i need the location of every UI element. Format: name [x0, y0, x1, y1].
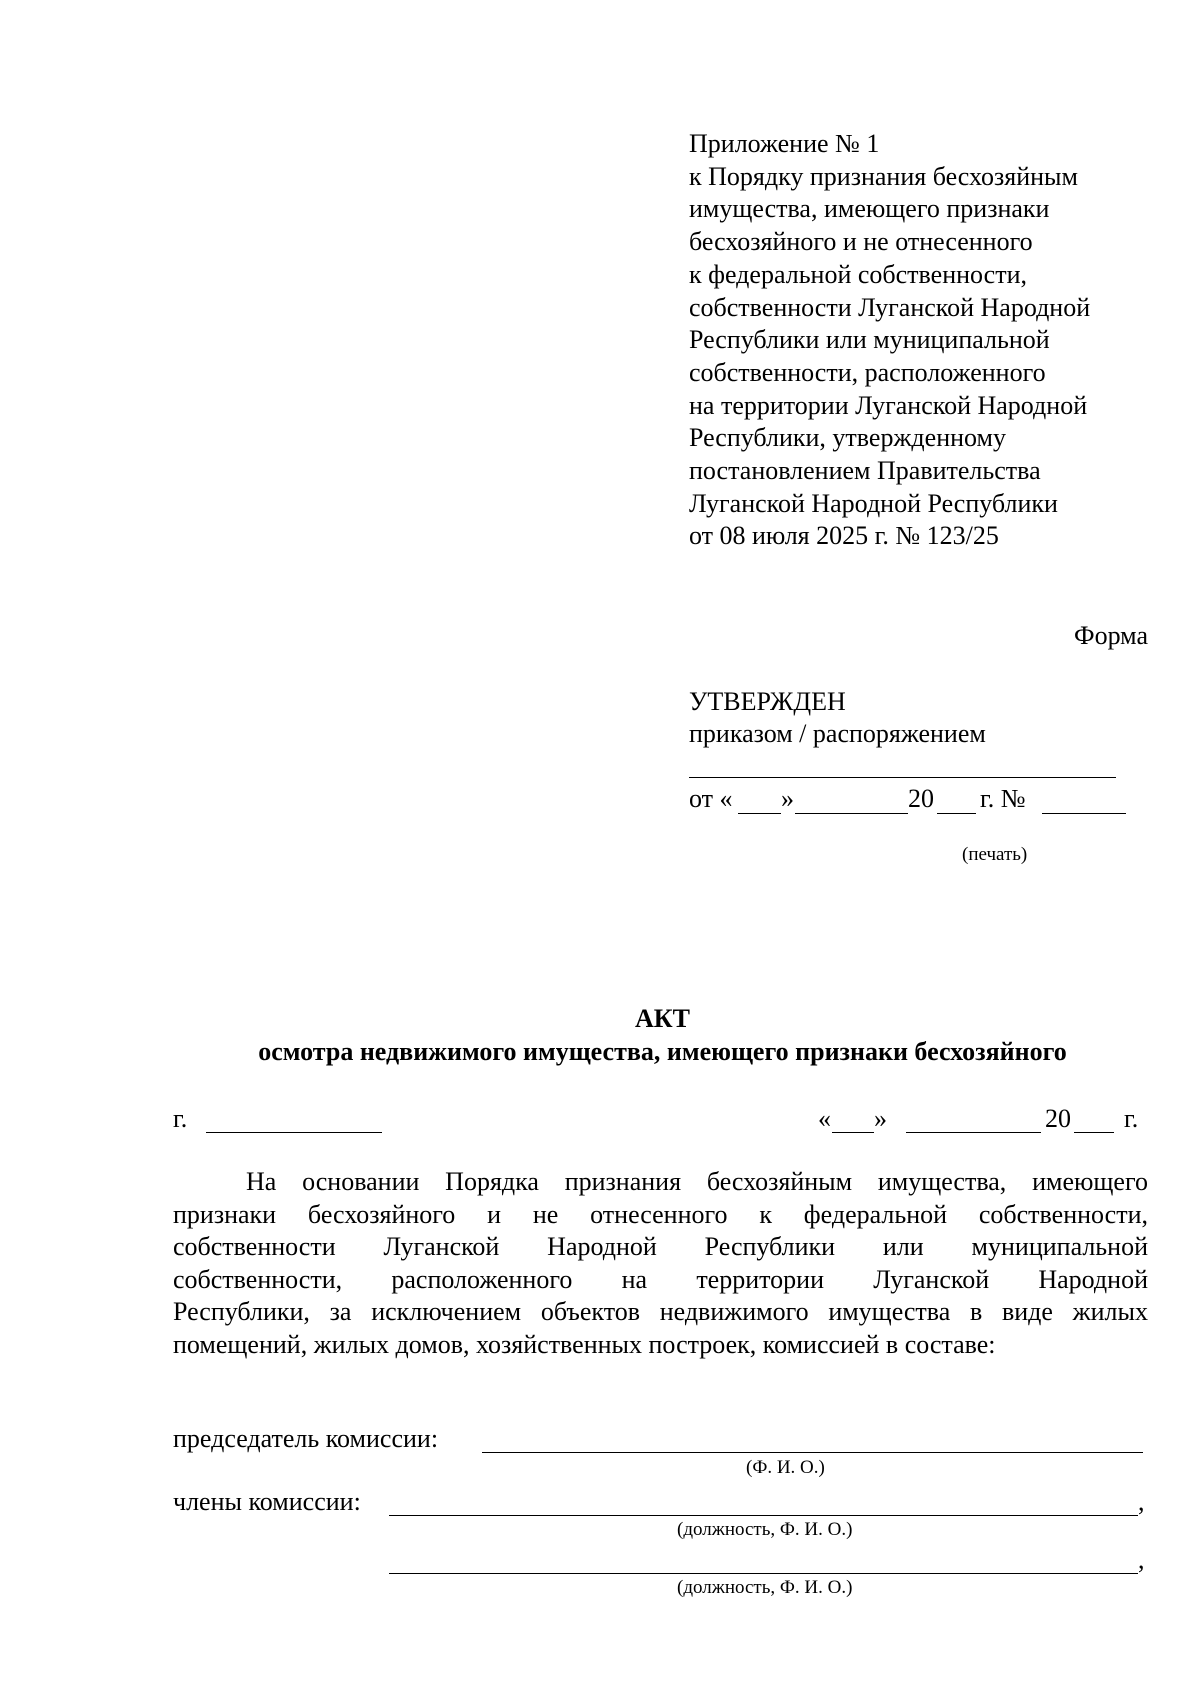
appendix-line: постановлением Правительства — [689, 456, 1041, 486]
appendix-line: собственности Луганской Народной — [689, 292, 1091, 322]
body-line: признаки бесхозяйного и не отнесенного к федеральной собственности, — [173, 1199, 1148, 1229]
approval-date-mid: » — [781, 784, 794, 813]
date-day-line[interactable] — [832, 1132, 874, 1133]
appendix-block — [689, 128, 1159, 553]
approval-by: приказом / распоряжением — [689, 719, 986, 748]
approval-year-prefix: 20 — [908, 784, 934, 813]
act-subtitle: осмотра недвижимого имущества, имеющего признаки бесхозяйного — [258, 1037, 1067, 1066]
appendix-line: собственности, расположенного — [689, 357, 1046, 387]
approval-day-line[interactable] — [738, 813, 781, 814]
members-label: члены комиссии: — [173, 1487, 361, 1516]
appendix-line: имущества, имеющего признаки — [689, 194, 1050, 224]
appendix-line: к федеральной собственности, — [689, 259, 1027, 289]
body-paragraph — [173, 1166, 1148, 1361]
approval-seal-hint: (печать) — [962, 844, 1028, 865]
appendix-line: Приложение № 1 — [689, 129, 880, 158]
body-line: На основании Порядка признания бесхозяйным имущества, имеющего — [246, 1167, 1148, 1196]
appendix-line: от 08 июля 2025 г. № 123/25 — [689, 521, 999, 551]
city-prefix: г. — [173, 1104, 188, 1133]
approval-year-line[interactable] — [937, 813, 976, 814]
body-line: собственности Луганской Народной Республики или муниципальной — [173, 1232, 1148, 1261]
approval-title: УТВЕРЖДЕН — [689, 687, 846, 716]
member-hint-1: (должность, Ф. И. О.) — [677, 1519, 853, 1540]
act-title: АКТ — [635, 1004, 690, 1033]
date-quote-open: « — [818, 1104, 831, 1133]
approval-number-line[interactable] — [1042, 813, 1126, 814]
approval-year-suffix: г. № — [980, 784, 1026, 813]
approval-date-prefix: от « — [689, 784, 733, 813]
date-month-line[interactable] — [906, 1132, 1041, 1133]
approval-authority-line[interactable] — [689, 777, 1116, 778]
appendix-line: Республики, утвержденному — [689, 423, 1006, 453]
appendix-line: Республики или муниципальной — [689, 325, 1050, 355]
member-line-1[interactable] — [389, 1515, 1138, 1516]
chair-name-line[interactable] — [482, 1452, 1143, 1453]
appendix-line: бесхозяйного и не отнесенного — [689, 227, 1033, 257]
body-line: помещений, жилых домов, хозяйственных построек, комиссией в составе: — [173, 1329, 996, 1359]
date-year-line[interactable] — [1074, 1132, 1114, 1133]
body-line: собственности, расположенного на территории Луганской Народной — [173, 1264, 1148, 1294]
date-quote-close: » — [874, 1104, 887, 1133]
appendix-line: к Порядку признания бесхозяйным — [689, 161, 1078, 191]
form-label: Форма — [1074, 621, 1148, 650]
chair-hint: (Ф. И. О.) — [746, 1457, 825, 1478]
appendix-line: на территории Луганской Народной — [689, 390, 1088, 420]
body-line: Республики, за исключением объектов недвижимого имущества в виде жилых — [173, 1297, 1148, 1326]
chair-label: председатель комиссии: — [173, 1424, 439, 1453]
approval-month-line[interactable] — [795, 813, 908, 814]
date-year-prefix: 20 — [1045, 1104, 1071, 1133]
date-year-suffix: г. — [1124, 1104, 1139, 1133]
member-hint-2: (должность, Ф. И. О.) — [677, 1577, 853, 1598]
member-line-2[interactable] — [389, 1573, 1138, 1574]
city-line[interactable] — [206, 1132, 382, 1133]
member-comma-2: , — [1138, 1545, 1145, 1574]
member-comma-1: , — [1138, 1487, 1145, 1516]
appendix-line: Луганской Народной Республики — [689, 488, 1058, 518]
